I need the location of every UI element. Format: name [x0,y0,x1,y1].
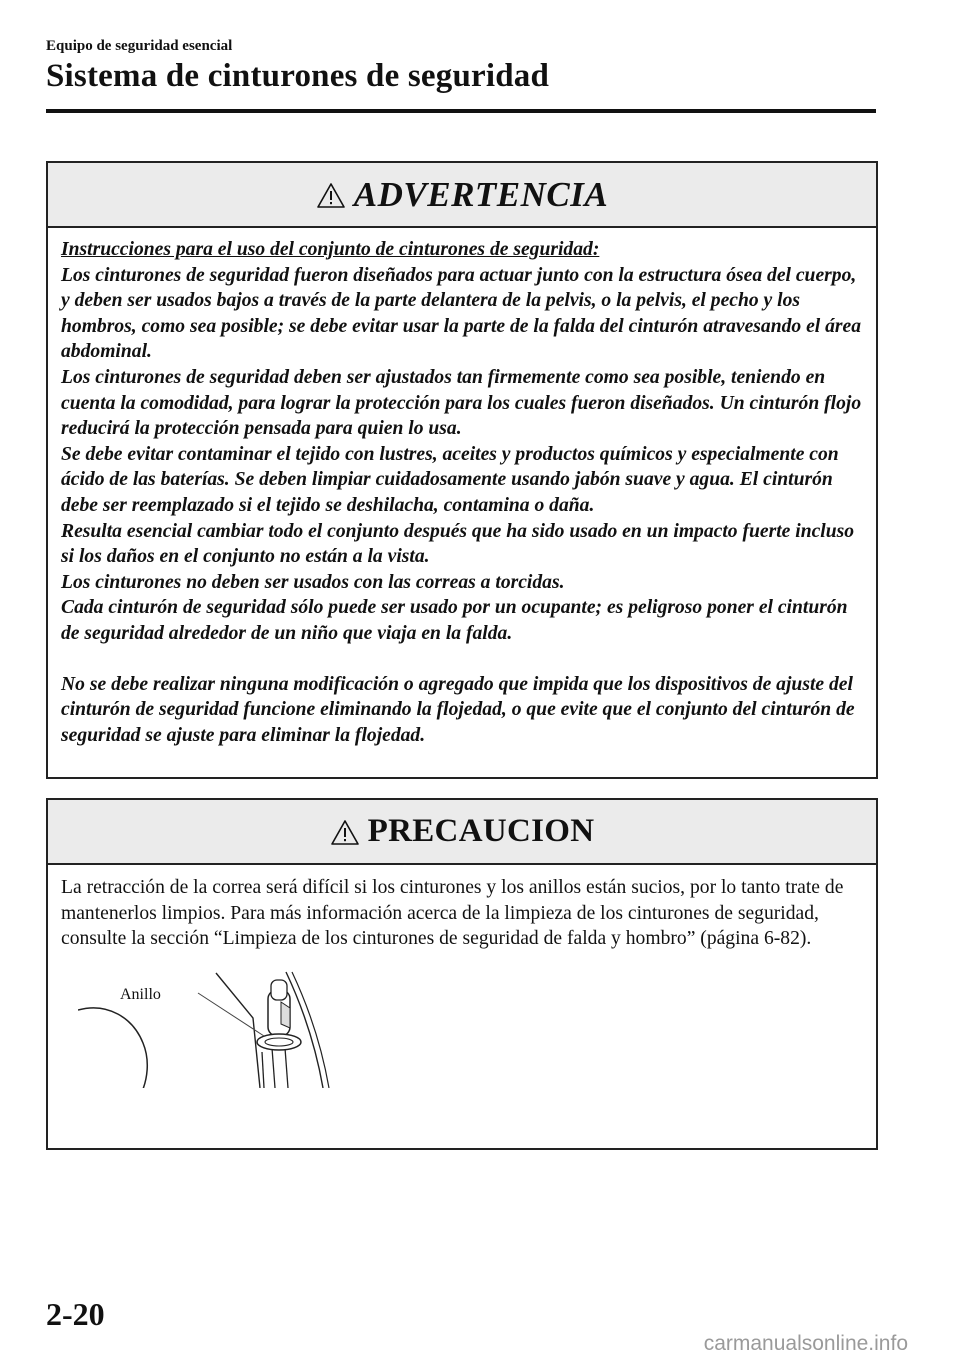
warning-paragraph: No se debe realizar ninguna modificación o agregado que impida que los dispositivos de ajuste del cinturón de seguridad funcione eliminando la flojedad, o que evite que el conjunto del cinturón de seguridad se ajuste para eliminar la flojedad. [61,673,855,746]
warning-paragraph: Resulta esencial cambiar todo el conjunto después que ha sido usado en un impacto fuerte incluso si los daños en el conjunto no están a la vista. [61,520,855,568]
page-number: 2-20 [46,1296,105,1332]
warning-box [46,161,878,779]
title-divider [46,109,876,113]
watermark: carmanualsonline.info [703,1332,908,1355]
caution-box [46,798,878,1150]
caution-body [48,865,876,952]
warning-header [48,163,876,228]
page-title: Sistema de cinturones de seguridad [46,58,550,94]
warning-triangle-icon [330,819,360,846]
warning-triangle-icon [316,182,346,209]
warning-paragraph: Cada cinturón de seguridad sólo puede ser usado por un ocupante; es peligroso poner el cinturón de seguridad alrededor de un niño que viaja en la falda. [61,597,848,644]
warning-paragraph: Los cinturones de seguridad fueron diseñados para actuar junto con la estructura ósea del cuerpo, y deben ser usados bajos a través de la parte delantera de la pelvis, o la pelvis, el pecho y los hombros, como sea posible; se debe evitar usar la parte de la falda del cinturón atravesando el área abdominal. [61,264,862,363]
section-label: Equipo de seguridad esencial [46,38,233,54]
caution-header [48,800,876,865]
warning-paragraph: Los cinturones de seguridad deben ser ajustados tan firmemente como sea posible, teniendo en cuenta la comodidad, para lograr la protección para los cuales fueron diseñados. Un cinturón flojo reducirá la protección pensada para quien lo usa. [61,366,862,440]
ring-label: Anillo [120,986,161,1003]
warning-subheading: Instrucciones para el uso del conjunto de cinturones de seguridad: [61,239,600,260]
warning-paragraph: Se debe evitar contaminar el tejido con lustres, aceites y productos químicos y especialmente con ácido de las baterías. Se deben limpiar cuidadosamente usando jabón suave y agua. El cinturón debe ser reemplazado si el tejido se deshilacha, contamina o daña. [61,443,839,516]
caution-heading: PRECAUCION [367,813,595,849]
warning-heading: ADVERTENCIA [353,174,609,214]
warning-paragraph: Los cinturones no deben ser usados con las correas a torcidas. [61,571,565,593]
caution-text: La retracción de la correa será difícil si los cinturones y los anillos están sucios, por lo tanto trate de mantenerlos limpios. Para más información acerca de la limpieza de los cinturones de seguridad, consulte la sección “Limpieza de los cinturones de seguridad de falda y hombro” (página 6-82). [61,877,844,950]
warning-body [48,228,876,748]
